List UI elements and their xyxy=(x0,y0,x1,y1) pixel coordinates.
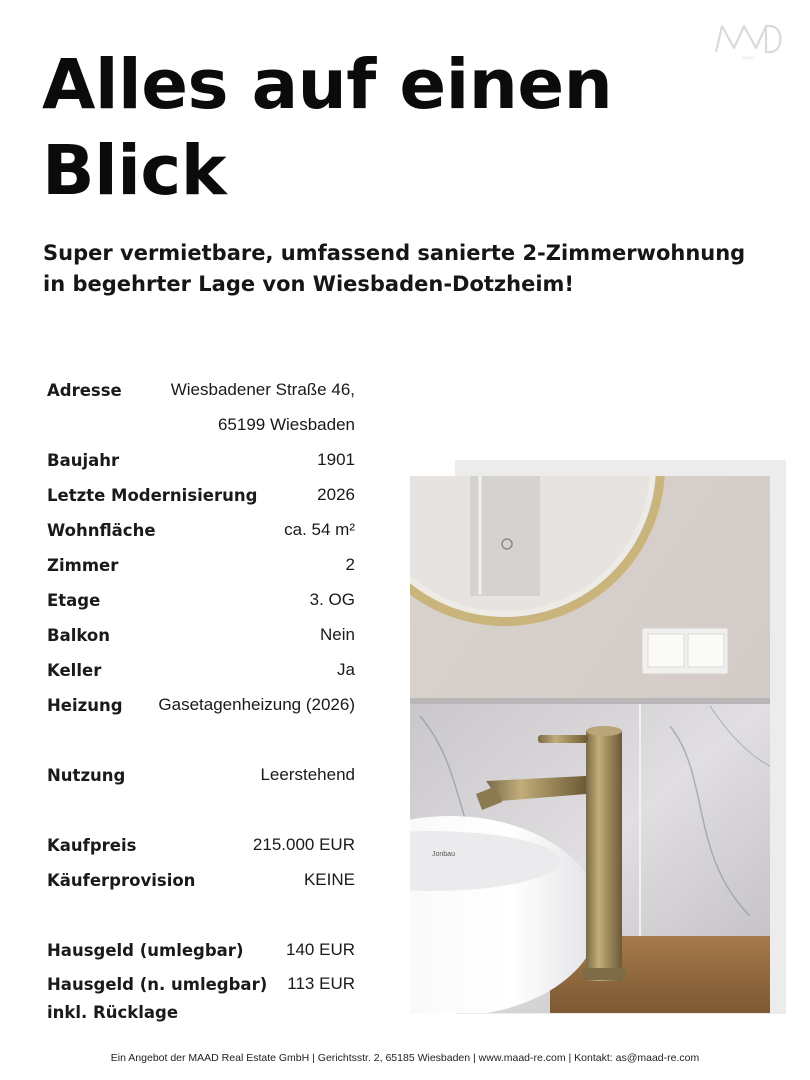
sink-brand-text: Jonbau xyxy=(432,851,455,858)
fact-value: ca. 54 m² xyxy=(284,520,355,539)
fact-label: Nutzung xyxy=(47,765,126,785)
fact-label: Etage xyxy=(47,590,101,610)
fact-row-heizung xyxy=(47,688,355,722)
fact-row-hausgeld-umlegbar xyxy=(47,933,355,967)
fact-label: Zimmer xyxy=(47,555,119,575)
fact-label: Keller xyxy=(47,660,102,680)
fact-label: inkl. Rücklage xyxy=(47,1002,179,1022)
fact-row-kaufpreis xyxy=(47,828,355,862)
fact-row-etage xyxy=(47,583,355,617)
fact-value: 2026 xyxy=(317,485,355,504)
fact-label: Käuferprovision xyxy=(47,870,196,890)
subtitle: Super vermietbare, umfassend sanierte 2-Zimmerwohnung in begehrter Lage von Wiesbaden-Dotzheim! xyxy=(43,241,746,296)
fact-value: Nein xyxy=(320,625,355,644)
fact-label: Letzte Modernisierung xyxy=(47,485,258,505)
fact-label: Kaufpreis xyxy=(47,835,137,855)
fact-label: Baujahr xyxy=(47,450,120,470)
bathroom-photo xyxy=(410,476,770,1013)
fact-value: 3. OG xyxy=(309,590,355,609)
fact-row-modernisierung xyxy=(47,478,355,512)
fact-value: 1901 xyxy=(317,450,355,469)
fact-label: Heizung xyxy=(47,695,123,715)
fact-value: Ja xyxy=(337,660,355,679)
footer-text: Ein Angebot der MAAD Real Estate GmbH | Gerichtsstr. 2, 65185 Wiesbaden | www.maad-re.com | Kontakt: as@maad-re.com xyxy=(110,1052,700,1064)
fact-row-keller xyxy=(47,653,355,687)
fact-label: Hausgeld (n. umlegbar) xyxy=(47,974,268,994)
fact-row-balkon xyxy=(47,618,355,652)
fact-row-nutzung xyxy=(47,758,355,792)
fact-value: 65199 Wiesbaden xyxy=(217,415,355,434)
fact-row-wohnflaeche xyxy=(47,513,355,547)
fact-label: Hausgeld (umlegbar) xyxy=(47,940,244,960)
fact-value: 113 EUR xyxy=(287,974,355,993)
fact-row-adresse xyxy=(47,373,355,407)
fact-value: Wiesbadener Straße 46, xyxy=(170,380,355,399)
fact-row-ruecklage xyxy=(47,995,355,1029)
fact-value: Leerstehend xyxy=(260,765,355,784)
fact-label: Wohnfläche xyxy=(47,520,156,540)
fact-value: Gasetagenheizung (2026) xyxy=(158,695,355,714)
fact-row-kaeuferprovision xyxy=(47,863,355,897)
fact-value: 140 EUR xyxy=(286,940,355,959)
fact-row-zimmer xyxy=(47,548,355,582)
maad-logo-icon xyxy=(712,20,784,60)
fact-value: 2 xyxy=(345,555,355,574)
fact-row-baujahr xyxy=(47,443,355,477)
fact-label: Balkon xyxy=(47,625,110,645)
fact-label: Adresse xyxy=(47,380,122,400)
logo-text: MAAD xyxy=(742,55,754,60)
fact-value: KEINE xyxy=(303,870,355,889)
page-title: Alles auf einen Blick xyxy=(42,45,613,211)
fact-row-adresse-2 xyxy=(47,408,355,442)
fact-value: 215.000 EUR xyxy=(252,835,355,854)
